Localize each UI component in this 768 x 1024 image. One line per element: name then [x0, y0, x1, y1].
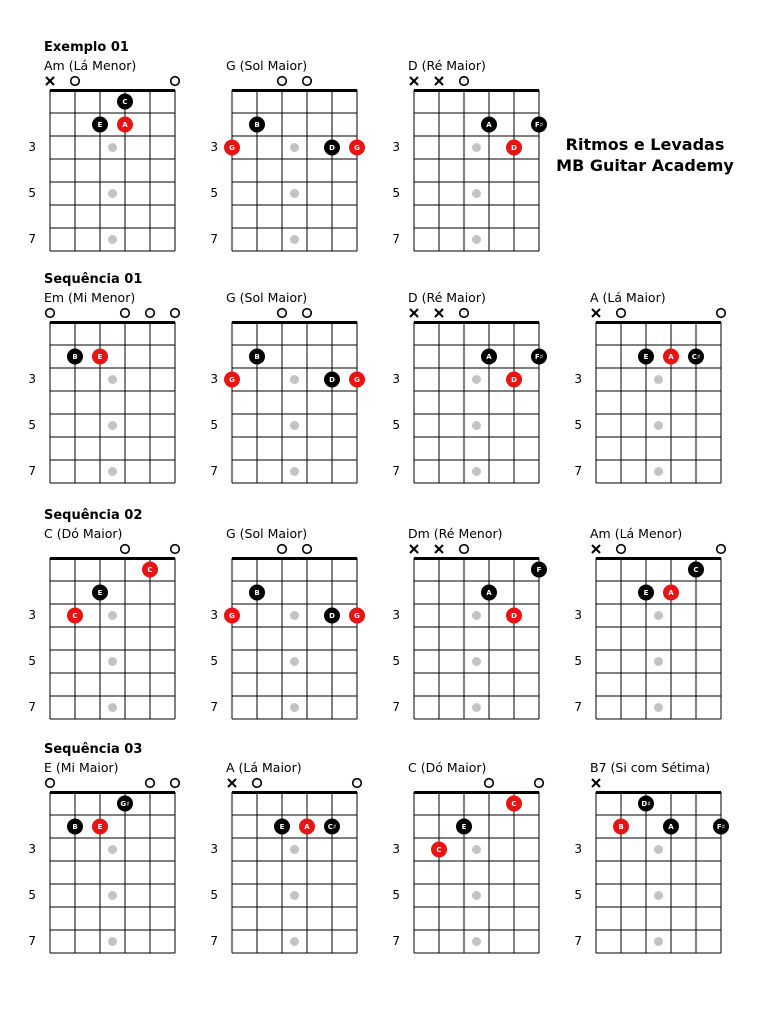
note-label: B: [254, 353, 260, 361]
fret-number-label: 3: [28, 607, 36, 622]
fret-number-label: 7: [28, 463, 36, 478]
note-label: F♯: [534, 353, 544, 361]
note-label: C: [693, 566, 699, 574]
fret-marker-dot: [290, 375, 299, 384]
chord-note: [688, 349, 704, 365]
fret-number-label: 3: [210, 139, 218, 154]
nut: [596, 791, 721, 794]
note-label: F♯: [534, 121, 544, 129]
fret-number-label: 3: [210, 841, 218, 856]
chord-note: [531, 349, 547, 365]
note-label: B: [254, 589, 260, 597]
chord-name: Dm (Ré Menor): [408, 526, 503, 541]
note-label: G: [354, 376, 360, 384]
fret-marker-dot: [108, 937, 117, 946]
muted-string-icon: [592, 309, 600, 317]
chord-note: [663, 585, 679, 601]
chord-note: [92, 349, 108, 365]
chord-name: D (Ré Maior): [408, 290, 486, 305]
chord-note: [481, 349, 497, 365]
chord-note: [663, 819, 679, 835]
chord-note: [638, 585, 654, 601]
open-string-icon: [278, 545, 287, 554]
nut: [232, 557, 357, 560]
note-label: C: [72, 612, 78, 620]
chord-note: [713, 819, 729, 835]
fret-number-label: 3: [392, 607, 400, 622]
note-label: G: [229, 144, 235, 152]
note-label: A: [486, 353, 492, 361]
fret-number-label: 7: [28, 933, 36, 948]
open-string-icon: [171, 77, 180, 86]
note-label: C♯: [691, 353, 701, 361]
note-label: F: [536, 566, 542, 574]
brand-line-2: MB Guitar Academy: [556, 156, 734, 175]
fret-marker-dot: [290, 467, 299, 476]
open-string-icon: [717, 545, 726, 554]
note-label: C♯: [327, 823, 337, 831]
chord-note: [117, 117, 133, 133]
fret-marker-dot: [472, 375, 481, 384]
open-string-icon: [617, 309, 626, 318]
fret-number-label: 5: [210, 185, 218, 200]
note-label: G: [354, 612, 360, 620]
fret-number-label: 7: [210, 933, 218, 948]
chord-note: [638, 796, 654, 812]
fret-marker-dot: [290, 421, 299, 430]
chord-note: [431, 842, 447, 858]
chord-diagram: [224, 776, 364, 966]
chord-note: [67, 608, 83, 624]
fret-marker-dot: [290, 845, 299, 854]
chord-note: [531, 117, 547, 133]
chord-diagram: [42, 74, 182, 264]
note-label: D: [511, 144, 517, 152]
chord-note: [324, 140, 340, 156]
note-label: A: [668, 353, 674, 361]
fret-number-label: 7: [392, 463, 400, 478]
fret-number-label: 7: [28, 231, 36, 246]
section-title: Sequência 03: [44, 742, 143, 757]
chord-note: [224, 608, 240, 624]
fret-marker-dot: [290, 235, 299, 244]
fret-marker-dot: [654, 891, 663, 900]
muted-string-icon: [410, 309, 418, 317]
chord-name: B7 (Si com Sétima): [590, 760, 711, 775]
chord-name: Am (Lá Menor): [44, 58, 137, 73]
chord-diagram: [42, 776, 182, 966]
fret-number-label: 7: [574, 699, 582, 714]
note-label: A: [668, 823, 674, 831]
note-label: E: [97, 353, 103, 361]
fret-marker-dot: [108, 421, 117, 430]
muted-string-icon: [592, 779, 600, 787]
fret-marker-dot: [108, 143, 117, 152]
open-string-icon: [460, 77, 469, 86]
fret-number-label: 5: [210, 653, 218, 668]
note-label: C: [122, 98, 128, 106]
muted-string-icon: [435, 545, 443, 553]
chord-note: [324, 608, 340, 624]
section-title: Exemplo 01: [44, 40, 129, 55]
fret-number-label: 3: [28, 841, 36, 856]
brand-title: [540, 134, 750, 176]
note-label: E: [97, 589, 103, 597]
open-string-icon: [353, 779, 362, 788]
fret-number-label: 5: [28, 887, 36, 902]
fret-marker-dot: [290, 143, 299, 152]
fret-marker-dot: [290, 891, 299, 900]
note-label: G: [354, 144, 360, 152]
open-string-icon: [535, 779, 544, 788]
fret-number-label: 7: [210, 463, 218, 478]
fret-number-label: 5: [28, 653, 36, 668]
fret-marker-dot: [108, 467, 117, 476]
fret-number-label: 5: [392, 417, 400, 432]
note-label: B: [618, 823, 624, 831]
chord-note: [249, 349, 265, 365]
chord-note: [249, 585, 265, 601]
chord-name: G (Sol Maior): [226, 58, 308, 73]
nut: [232, 321, 357, 324]
fret-marker-dot: [472, 937, 481, 946]
open-string-icon: [121, 309, 130, 318]
fret-marker-dot: [472, 703, 481, 712]
fret-number-label: 7: [392, 231, 400, 246]
fret-marker-dot: [654, 703, 663, 712]
fret-marker-dot: [654, 375, 663, 384]
fret-number-label: 5: [574, 653, 582, 668]
fret-marker-dot: [472, 657, 481, 666]
chord-note: [224, 140, 240, 156]
open-string-icon: [303, 545, 312, 554]
fret-number-label: 5: [392, 653, 400, 668]
fret-marker-dot: [472, 611, 481, 620]
chord-name: Em (Mi Menor): [44, 290, 136, 305]
note-label: E: [97, 121, 103, 129]
chord-note: [638, 349, 654, 365]
fret-marker-dot: [290, 657, 299, 666]
section-title: Sequência 01: [44, 272, 143, 287]
fret-number-label: 7: [210, 699, 218, 714]
fret-marker-dot: [290, 611, 299, 620]
chord-note: [531, 562, 547, 578]
open-string-icon: [121, 545, 130, 554]
note-label: G♯: [120, 800, 130, 808]
nut: [232, 791, 357, 794]
chord-note: [67, 819, 83, 835]
open-string-icon: [46, 309, 55, 318]
chord-note: [663, 349, 679, 365]
fret-marker-dot: [290, 703, 299, 712]
note-label: E: [97, 823, 103, 831]
chord-note: [506, 140, 522, 156]
chord-diagram: [588, 542, 728, 732]
chord-note: [274, 819, 290, 835]
fret-number-label: 3: [392, 841, 400, 856]
open-string-icon: [171, 779, 180, 788]
open-string-icon: [171, 309, 180, 318]
chord-diagram: [224, 542, 364, 732]
fret-marker-dot: [472, 143, 481, 152]
fret-number-label: 3: [392, 371, 400, 386]
chord-name: G (Sol Maior): [226, 526, 308, 541]
note-label: C: [511, 800, 517, 808]
chord-note: [506, 372, 522, 388]
nut: [50, 791, 175, 794]
fret-marker-dot: [654, 421, 663, 430]
open-string-icon: [278, 309, 287, 318]
fret-marker-dot: [472, 421, 481, 430]
open-string-icon: [303, 77, 312, 86]
fret-marker-dot: [108, 845, 117, 854]
open-string-icon: [303, 309, 312, 318]
chord-note: [324, 372, 340, 388]
fret-number-label: 3: [210, 607, 218, 622]
nut: [596, 557, 721, 560]
chord-note: [506, 796, 522, 812]
fret-marker-dot: [108, 611, 117, 620]
open-string-icon: [617, 545, 626, 554]
fret-number-label: 5: [574, 887, 582, 902]
note-label: D: [329, 144, 335, 152]
note-label: A: [122, 121, 128, 129]
fret-number-label: 7: [392, 933, 400, 948]
fret-marker-dot: [108, 375, 117, 384]
note-label: G: [229, 612, 235, 620]
note-label: A: [486, 589, 492, 597]
chord-note: [92, 819, 108, 835]
nut: [414, 791, 539, 794]
brand-line-1: Ritmos e Levadas: [565, 135, 725, 154]
open-string-icon: [460, 545, 469, 554]
chord-diagram: [406, 776, 546, 966]
note-label: E: [279, 823, 285, 831]
chord-note: [688, 562, 704, 578]
chord-name: D (Ré Maior): [408, 58, 486, 73]
chord-note: [324, 819, 340, 835]
chord-diagram: [224, 74, 364, 264]
muted-string-icon: [435, 309, 443, 317]
fret-number-label: 7: [574, 463, 582, 478]
fret-number-label: 7: [210, 231, 218, 246]
fret-number-label: 7: [574, 933, 582, 948]
muted-string-icon: [410, 77, 418, 85]
chord-diagram: [42, 542, 182, 732]
note-label: G: [229, 376, 235, 384]
fret-number-label: 3: [574, 371, 582, 386]
chord-note: [92, 117, 108, 133]
fret-marker-dot: [108, 657, 117, 666]
chord-note: [224, 372, 240, 388]
fret-number-label: 3: [28, 139, 36, 154]
note-label: A: [304, 823, 310, 831]
fret-number-label: 5: [392, 887, 400, 902]
muted-string-icon: [435, 77, 443, 85]
open-string-icon: [485, 779, 494, 788]
chord-note: [349, 608, 365, 624]
chord-diagram: [588, 776, 728, 966]
fret-marker-dot: [290, 937, 299, 946]
fret-marker-dot: [290, 189, 299, 198]
open-string-icon: [253, 779, 262, 788]
nut: [50, 321, 175, 324]
fret-marker-dot: [108, 891, 117, 900]
note-label: D: [329, 376, 335, 384]
chord-note: [117, 94, 133, 110]
chord-note: [481, 117, 497, 133]
chord-note: [456, 819, 472, 835]
chord-diagram: [42, 306, 182, 496]
open-string-icon: [146, 779, 155, 788]
chord-note: [481, 585, 497, 601]
open-string-icon: [146, 309, 155, 318]
fret-number-label: 3: [574, 841, 582, 856]
chord-diagram: [224, 306, 364, 496]
note-label: A: [668, 589, 674, 597]
open-string-icon: [71, 77, 80, 86]
note-label: C: [147, 566, 153, 574]
fret-number-label: 5: [210, 417, 218, 432]
note-label: E: [461, 823, 467, 831]
nut: [50, 89, 175, 92]
fret-number-label: 3: [574, 607, 582, 622]
chord-name: Am (Lá Menor): [590, 526, 683, 541]
open-string-icon: [278, 77, 287, 86]
fret-number-label: 3: [392, 139, 400, 154]
chord-note: [117, 796, 133, 812]
chord-name: C (Dó Maior): [408, 760, 487, 775]
nut: [596, 321, 721, 324]
fret-marker-dot: [108, 189, 117, 198]
note-label: D: [511, 376, 517, 384]
chord-diagram: [588, 306, 728, 496]
open-string-icon: [460, 309, 469, 318]
chord-note: [67, 349, 83, 365]
note-label: D: [511, 612, 517, 620]
fret-number-label: 5: [392, 185, 400, 200]
chord-name: C (Dó Maior): [44, 526, 123, 541]
chord-note: [142, 562, 158, 578]
chord-name: G (Sol Maior): [226, 290, 308, 305]
fret-number-label: 3: [28, 371, 36, 386]
fret-marker-dot: [472, 189, 481, 198]
muted-string-icon: [410, 545, 418, 553]
chord-note: [349, 372, 365, 388]
note-label: C: [436, 846, 442, 854]
chord-note: [506, 608, 522, 624]
nut: [232, 89, 357, 92]
note-label: B: [254, 121, 260, 129]
chord-note: [92, 585, 108, 601]
note-label: F♯: [716, 823, 726, 831]
fret-marker-dot: [472, 891, 481, 900]
chord-name: E (Mi Maior): [44, 760, 119, 775]
open-string-icon: [171, 545, 180, 554]
fret-marker-dot: [654, 611, 663, 620]
fret-marker-dot: [654, 467, 663, 476]
chord-diagram: [406, 74, 546, 264]
fret-number-label: 7: [392, 699, 400, 714]
fret-marker-dot: [654, 845, 663, 854]
nut: [414, 89, 539, 92]
fret-marker-dot: [654, 657, 663, 666]
open-string-icon: [717, 309, 726, 318]
chord-note: [299, 819, 315, 835]
muted-string-icon: [228, 779, 236, 787]
note-label: B: [72, 823, 78, 831]
note-label: A: [486, 121, 492, 129]
fret-marker-dot: [108, 235, 117, 244]
muted-string-icon: [46, 77, 54, 85]
fret-number-label: 7: [28, 699, 36, 714]
chord-note: [613, 819, 629, 835]
chord-diagram: [406, 542, 546, 732]
nut: [50, 557, 175, 560]
section-title: Sequência 02: [44, 508, 143, 523]
fret-marker-dot: [472, 467, 481, 476]
fret-number-label: 5: [28, 185, 36, 200]
muted-string-icon: [592, 545, 600, 553]
fret-marker-dot: [472, 845, 481, 854]
fret-number-label: 3: [210, 371, 218, 386]
note-label: B: [72, 353, 78, 361]
note-label: D♯: [641, 800, 651, 808]
fret-marker-dot: [108, 703, 117, 712]
fret-marker-dot: [472, 235, 481, 244]
chord-note: [349, 140, 365, 156]
nut: [414, 321, 539, 324]
note-label: E: [643, 589, 649, 597]
fret-marker-dot: [654, 937, 663, 946]
chord-diagram: [406, 306, 546, 496]
chord-name: A (Lá Maior): [226, 760, 302, 775]
open-string-icon: [46, 779, 55, 788]
chord-note: [249, 117, 265, 133]
chord-name: A (Lá Maior): [590, 290, 666, 305]
fret-number-label: 5: [574, 417, 582, 432]
note-label: D: [329, 612, 335, 620]
fret-number-label: 5: [210, 887, 218, 902]
note-label: E: [643, 353, 649, 361]
fret-number-label: 5: [28, 417, 36, 432]
nut: [414, 557, 539, 560]
